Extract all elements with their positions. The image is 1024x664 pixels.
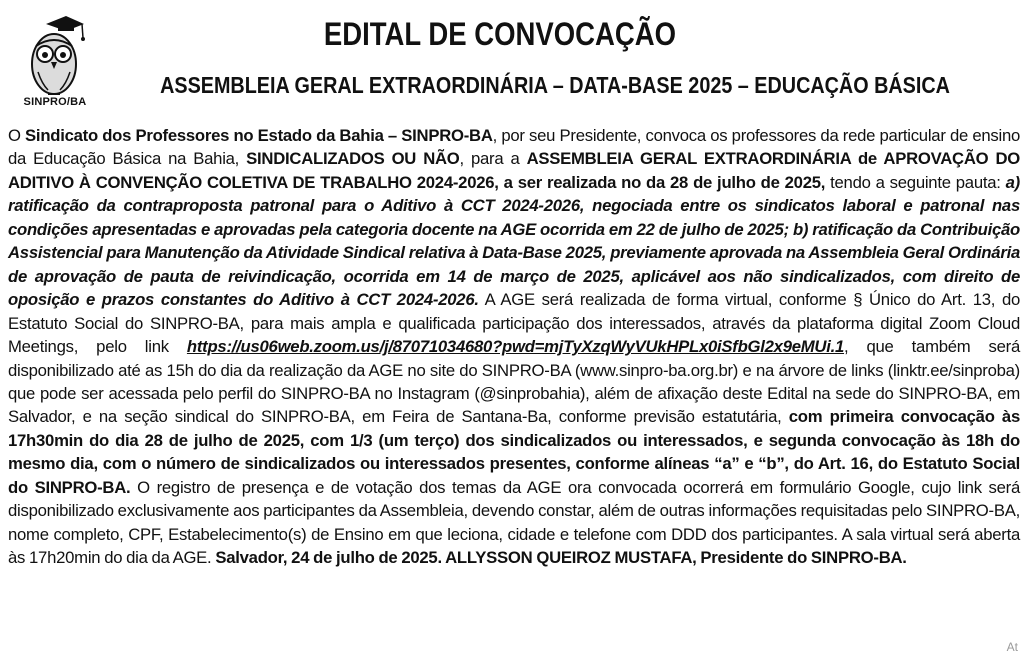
page-subtitle: ASSEMBLEIA GERAL EXTRAORDINÁRIA – DATA-BASE 2025 – EDUCAÇÃO BÁSICA xyxy=(160,72,950,98)
owl-graduate-icon xyxy=(22,12,88,96)
body-text: , para a xyxy=(459,149,527,169)
body-text: , que também será disponibilizado até as 15h do dia da realização da AGE no site do SINPRO-BA (www.sinpro-ba.org.br) e na árvore de links (linktr.ee/sinproba) que pode ser acessada pelo perfil do SINPRO-BA no Instagram (@sinprobahia), além de afixação deste Edital na sede do SINPRO-BA, em Salvador, e na seção sindical do SINPRO-BA, em Feira de Santana-Ba, conforme previsão estatutária, xyxy=(8,337,1020,427)
body-text: A AGE será realizada de forma virtual, conforme § Único do Art. 13, do Estatuto Social do SINPRO-BA, para mais ampla e qualificada participação dos interessados, através da plataforma digital Zoom Cloud Meetings, pelo link xyxy=(8,290,1021,357)
body-text: , por seu Presidente, convoca os professores da rede particular de ensino da Educação Básica na Bahia, xyxy=(8,126,1021,169)
signature-line: Salvador, 24 de julho de 2025. ALLYSSON QUEIROZ MUSTAFA, Presidente do SINPRO-BA. xyxy=(215,548,907,568)
edital-body xyxy=(8,124,1020,570)
sindicalizados-emphasis: SINDICALIZADOS OU NÃO xyxy=(246,149,460,169)
assembly-title: ASSEMBLEIA GERAL EXTRAORDINÁRIA de APROVAÇÃO DO ADITIVO À CONVENÇÃO COLETIVA DE TRABALHO 2024-2026, a ser realizada no da 28 de julho de 2025, xyxy=(8,149,1020,192)
body-text: tendo a seguinte pauta: xyxy=(825,172,1006,192)
zoom-meeting-link[interactable]: https://us06web.zoom.us/j/87071034680?pwd=mjTyXzqWyVUkHPLx0iSfbGl2x9eMUi.1 xyxy=(186,337,845,357)
body-text: O registro de presença e de votação dos temas da AGE ora convocada ocorrerá em formulário Google, cujo link será disponibilizado exclusivamente aos participantes da Assembleia, devendo constar, além de outras informações requisitadas pelo SINPRO-BA, nome completo, CPF, Estabelecimento(s) de Ensino em que leciona, cidade e telefone com DDD dos participantes. A sala virtual será aberta às 17h20min do dia da AGE. xyxy=(8,477,1021,568)
sinpro-logo xyxy=(12,12,98,112)
logo-label: SINPRO/BA xyxy=(23,96,87,108)
corner-watermark: At xyxy=(1006,640,1018,654)
agenda-items: a) ratificação da contraproposta patronal para o Aditivo à CCT 2024-2026, negociada entre os sindicatos laboral e patronal nas condições apresentadas e aprovadas pela categoria docente na AGE ocorrida em 22 de julho de 2025; b) ratificação da Contribuição Assistencial para Manutenção da Atividade Sindical relativa à Data-Base 2025, previamente aprovada na Assembleia Geral Ordinária de aprovação de pauta de reivindicação, ocorrida em 14 de março de 2025, aplicável aos não sindicalizados, com direito de oposição e prazos constantes do Aditivo à CCT 2024-2026. xyxy=(8,172,1020,310)
page-title: EDITAL DE CONVOCAÇÃO xyxy=(323,16,677,52)
convocation-times: com primeira convocação às 17h30min do dia 28 de julho de 2025, com 1/3 (um terço) dos sindicalizados ou interessados, e segunda convocação às 18h do mesmo dia, com o número de sindicalizados ou interessados presentes, conforme alíneas “a” e “b”, do Art. 16, do Estatuto Social do SINPRO-BA. xyxy=(8,407,1020,497)
body-text: O xyxy=(8,126,26,145)
sindicato-name: Sindicato dos Professores no Estado da Bahia – SINPRO-BA xyxy=(25,126,493,145)
